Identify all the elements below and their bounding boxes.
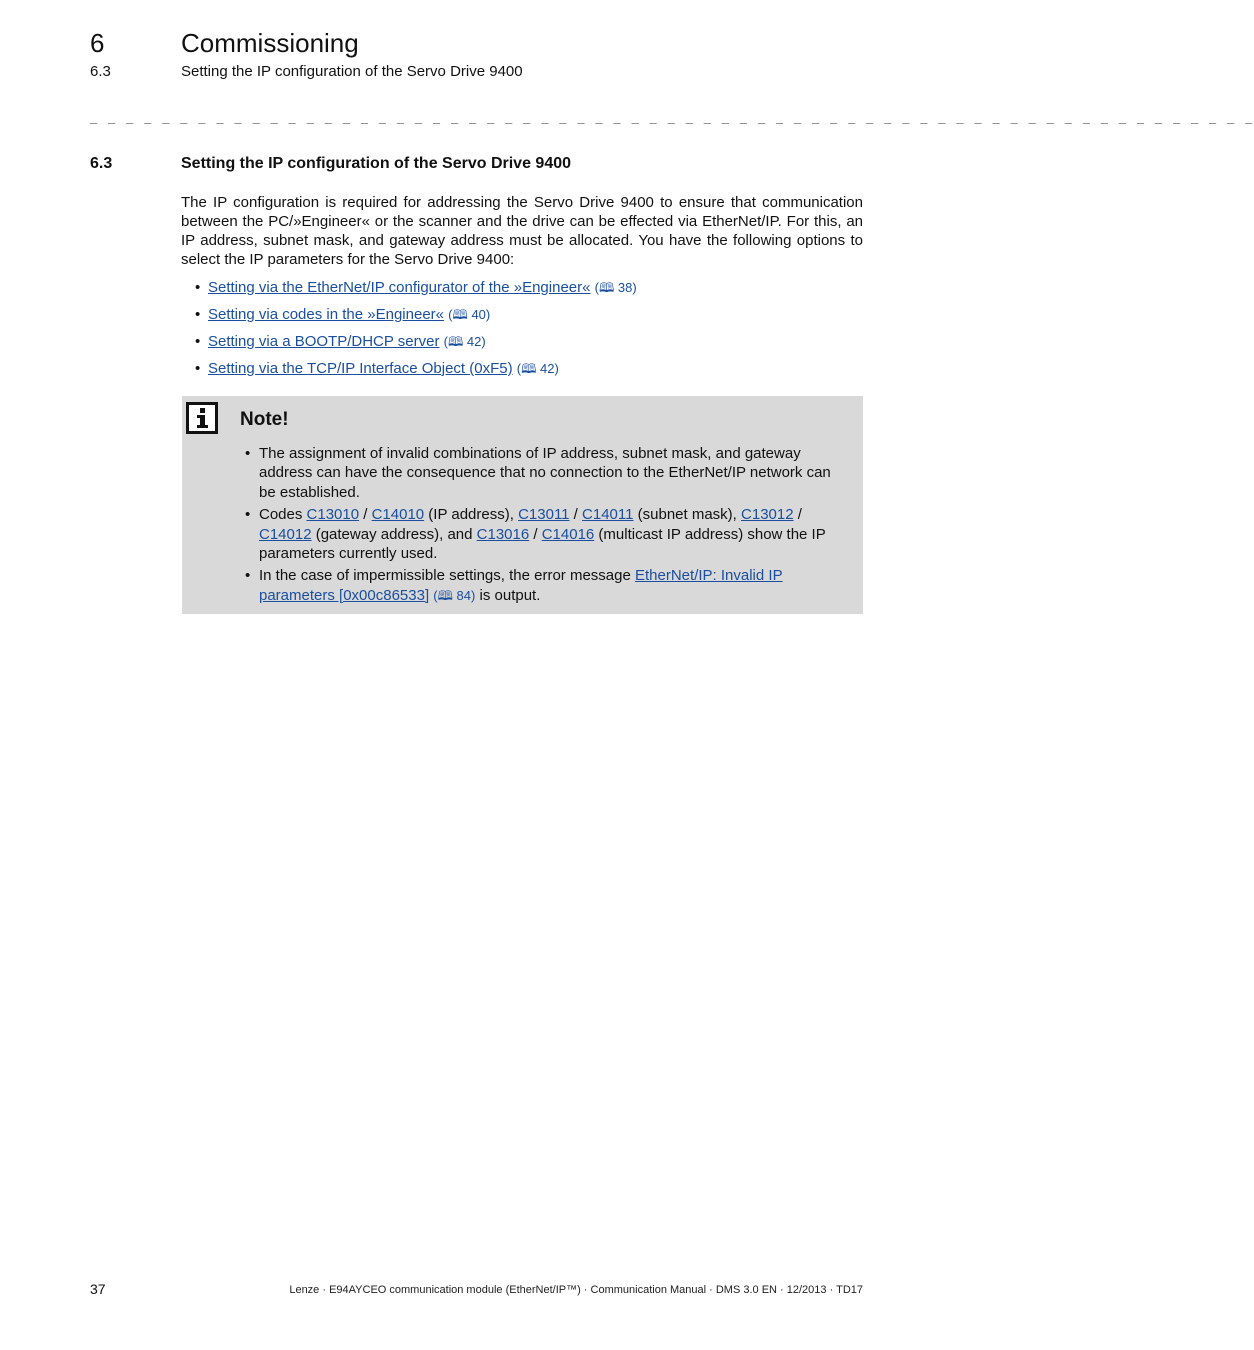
code-link-c14011[interactable]: C14011 — [582, 506, 634, 524]
note-text: Codes — [259, 506, 307, 524]
separator-text: / — [793, 506, 802, 524]
note-text: is output. — [475, 586, 541, 604]
chapter-number: 6 — [90, 28, 105, 58]
header-section-number: 6.3 — [90, 63, 111, 80]
separator-text: / — [359, 506, 372, 524]
note-text: (IP address), — [424, 506, 519, 524]
link-tcp-ip-interface-object[interactable]: Setting via the TCP/IP Interface Object (0xF5) — [208, 360, 513, 377]
page-reference[interactable]: (🕮 40) — [448, 307, 491, 322]
header-separator: _ _ _ _ _ _ _ _ _ _ _ _ _ _ _ _ _ _ _ _ _ _ _ _ _ _ _ _ _ _ _ _ _ _ _ _ _ _ _ _ _ _ _ _ _ _ _ _ _ _ _ _ _ _ _ _ _ _ _ _ _ _ _ _ _ — [90, 110, 1254, 124]
note-text: (subnet mask), — [633, 506, 742, 524]
list-item — [244, 444, 842, 502]
list-item — [181, 278, 863, 305]
intro-paragraph: The IP configuration is required for addressing the Servo Drive 9400 to ensure that communication between the PC/»Engineer« or the scanner and the drive can be effected via EtherNet/IP. For this, an IP address, subnet mask, and gateway address must be allocated. You have the following options to select the IP parameters for the Servo Drive 9400: — [181, 194, 863, 268]
page-reference[interactable]: (🕮 38) — [594, 280, 637, 295]
list-item — [181, 359, 863, 386]
page-reference[interactable]: (🕮 42) — [516, 361, 559, 376]
link-invalid-ip-parameters[interactable]: EtherNet/IP: Invalid IP parameters [0x00c86533] — [259, 567, 783, 604]
chapter-title: Commissioning — [181, 28, 359, 58]
code-link-c14010[interactable]: C14010 — [371, 506, 425, 524]
bullet: • — [245, 567, 251, 585]
code-link-c14012[interactable]: C14012 — [259, 525, 312, 543]
bullet: • — [245, 506, 251, 524]
code-link-c13016[interactable]: C13016 — [476, 525, 530, 543]
section-heading: Setting the IP configuration of the Servo Drive 9400 — [181, 155, 572, 172]
page-reference[interactable]: (🕮 42) — [443, 334, 486, 349]
code-link-c14016[interactable]: C14016 — [541, 525, 595, 543]
link-ethernet-ip-configurator[interactable]: Setting via the EtherNet/IP configurator of the »Engineer« — [208, 279, 591, 296]
bullet: • — [245, 445, 251, 462]
footer-text: Lenze · E94AYCEO communication module (EtherNet/IP™) · Communication Manual · DMS 3.0 EN · 12/2013 · TD17 — [289, 1284, 863, 1296]
note-text: (gateway address), and — [311, 525, 477, 543]
note-list — [244, 444, 842, 608]
code-link-c13011[interactable]: C13011 — [518, 506, 570, 524]
link-bootp-dhcp-server[interactable]: Setting via a BOOTP/DHCP server — [208, 333, 440, 350]
code-link-c13010[interactable]: C13010 — [306, 506, 360, 524]
note-box — [182, 396, 863, 614]
header-section-title: Setting the IP configuration of the Servo Drive 9400 — [181, 63, 523, 80]
page-reference[interactable]: (🕮 84) — [433, 587, 476, 603]
separator-text: / — [569, 506, 583, 524]
separator-text: / — [529, 525, 542, 543]
note-title: Note! — [240, 409, 289, 430]
bullet: • — [195, 333, 201, 350]
list-item — [181, 332, 863, 359]
code-link-c13012[interactable]: C13012 — [741, 506, 794, 524]
note-text: The assignment of invalid combinations of IP address, subnet mask, and gateway address can have the consequence that no connection to the EtherNet/IP network can be established. — [259, 445, 831, 501]
link-setting-via-codes[interactable]: Setting via codes in the »Engineer« — [208, 306, 444, 323]
options-list — [181, 278, 863, 386]
bullet: • — [195, 360, 201, 377]
note-text: (multicast IP address) show the IP parameters currently used. — [259, 525, 826, 563]
info-icon — [186, 402, 218, 434]
section-number: 6.3 — [90, 155, 113, 172]
list-item — [244, 505, 842, 563]
bullet: • — [195, 306, 201, 323]
list-item — [181, 305, 863, 332]
page-number: 37 — [90, 1281, 106, 1297]
list-item — [244, 566, 842, 605]
note-text: In the case of impermissible settings, the error message — [259, 567, 635, 585]
bullet: • — [195, 279, 201, 296]
